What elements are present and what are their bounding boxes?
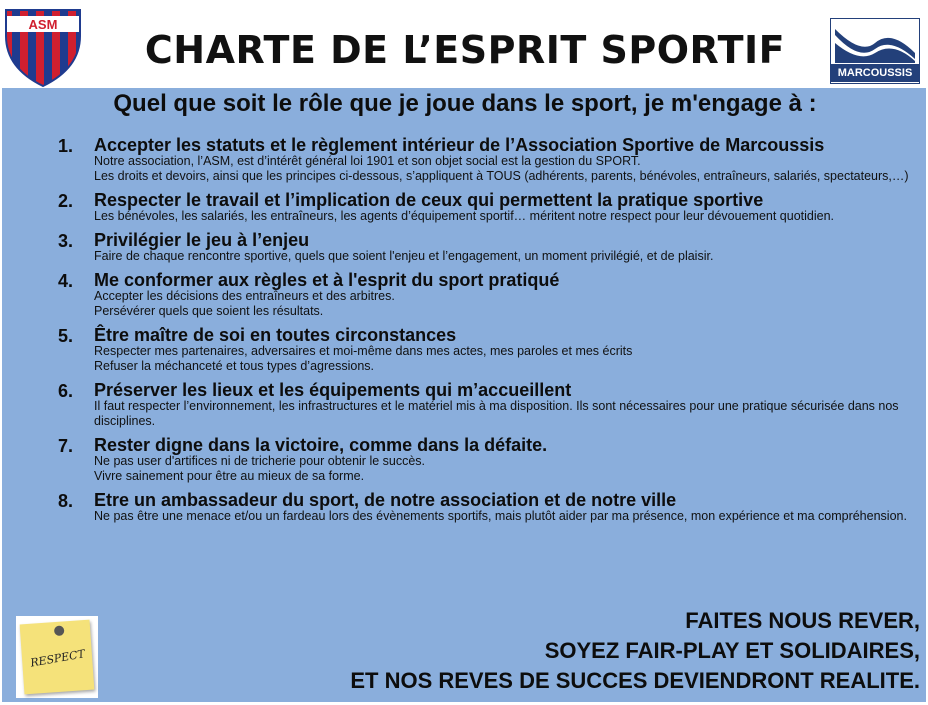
header <box>0 0 928 88</box>
page-title: CHARTE DE L’ESPRIT SPORTIF <box>144 28 786 72</box>
item-number: 2. <box>58 191 74 211</box>
item-description: Accepter les décisions des entraîneurs et des arbitres. <box>94 289 395 303</box>
item-description: Refuser la méchanceté et tous types d’agressions. <box>94 359 375 373</box>
charter-item <box>58 381 918 429</box>
item-number: 1. <box>58 136 74 156</box>
item-description: Notre association, l’ASM, est d’intérêt général loi 1901 et son objet social est la gestion du SPORT. <box>94 154 641 168</box>
item-description: Respecter mes partenaires, adversaires et moi-même dans mes actes, mes paroles et mes écrits <box>94 344 633 358</box>
item-number: 8. <box>58 491 74 511</box>
item-number: 6. <box>58 381 74 401</box>
charter-panel <box>2 88 926 702</box>
charter-item <box>58 491 918 524</box>
item-title: Etre un ambassadeur du sport, de notre association et de notre ville <box>94 490 677 510</box>
item-title: Rester digne dans la victoire, comme dans la défaite. <box>94 435 548 455</box>
marcoussis-logo <box>830 18 920 84</box>
item-description: Il faut respecter l’environnement, les infrastructures et le matériel mis à ma disposition. Ils sont nécessaires pour une pratique sécurisée dans nos disciplines. <box>94 399 899 428</box>
item-description: Ne pas être une menace et/ou un fardeau lors des évènements sportifs, mais plutôt aider par ma présence, mon expérience et ma compréhension. <box>94 509 907 523</box>
item-number: 5. <box>58 326 74 346</box>
charter-item <box>58 271 918 319</box>
item-number: 3. <box>58 231 74 251</box>
pushpin-icon <box>54 625 65 636</box>
item-description: Persévérer quels que soient les résultats. <box>94 304 324 318</box>
asm-logo <box>4 6 82 88</box>
item-number: 7. <box>58 436 74 456</box>
item-description: Ne pas user d'artifices ni de tricherie pour obtenir le succès. <box>94 454 426 468</box>
item-title: Accepter les statuts et le règlement intérieur de l’Association Sportive de Marcoussis <box>94 135 825 155</box>
charter-item <box>58 436 918 484</box>
slogan-line: SOYEZ FAIR-PLAY ET SOLIDAIRES, <box>544 638 920 663</box>
sticky-note <box>20 620 95 695</box>
item-number: 4. <box>58 271 74 291</box>
slogan-line: FAITES NOUS REVER, <box>685 608 920 633</box>
item-description: Les bénévoles, les salariés, les entraîneurs, les agents d’équipement sportif… méritent notre respect pour leur dévouement quotidien. <box>94 209 835 223</box>
item-title: Respecter le travail et l’implication de ceux qui permettent la pratique sportive <box>94 190 764 210</box>
charter-item <box>58 191 918 224</box>
charter-item <box>58 136 918 184</box>
asm-logo-text: ASM <box>28 17 58 32</box>
item-title: Préserver les lieux et les équipements qui m’accueillent <box>94 380 572 400</box>
item-description: Faire de chaque rencontre sportive, quels que soient l'enjeu et l’engagement, un moment privilégié, et de plaisir. <box>94 249 714 263</box>
slogan <box>350 606 920 696</box>
note-text: RESPECT <box>29 647 86 670</box>
item-title: Me conformer aux règles et à l'esprit du sport pratiqué <box>94 270 560 290</box>
charter-list <box>58 136 918 531</box>
item-description: Les droits et devoirs, ainsi que les principes ci-dessous, s’appliquent à TOUS (adhérents, parents, bénévoles, entraîneurs, salariés, spectateurs,…) <box>94 169 909 183</box>
charter-item <box>58 326 918 374</box>
respect-note-image <box>16 616 98 698</box>
charter-item <box>58 231 918 264</box>
item-title: Être maître de soi en toutes circonstances <box>94 325 457 345</box>
item-title: Privilégier le jeu à l’enjeu <box>94 230 310 250</box>
item-description: Vivre sainement pour être au mieux de sa forme. <box>94 469 365 483</box>
subtitle: Quel que soit le rôle que je joue dans le sport, je m'engage à : <box>113 90 817 117</box>
marcoussis-logo-label: MARCOUSSIS <box>831 64 919 82</box>
slogan-line: ET NOS REVES DE SUCCES DEVIENDRONT REALITE. <box>350 668 920 693</box>
